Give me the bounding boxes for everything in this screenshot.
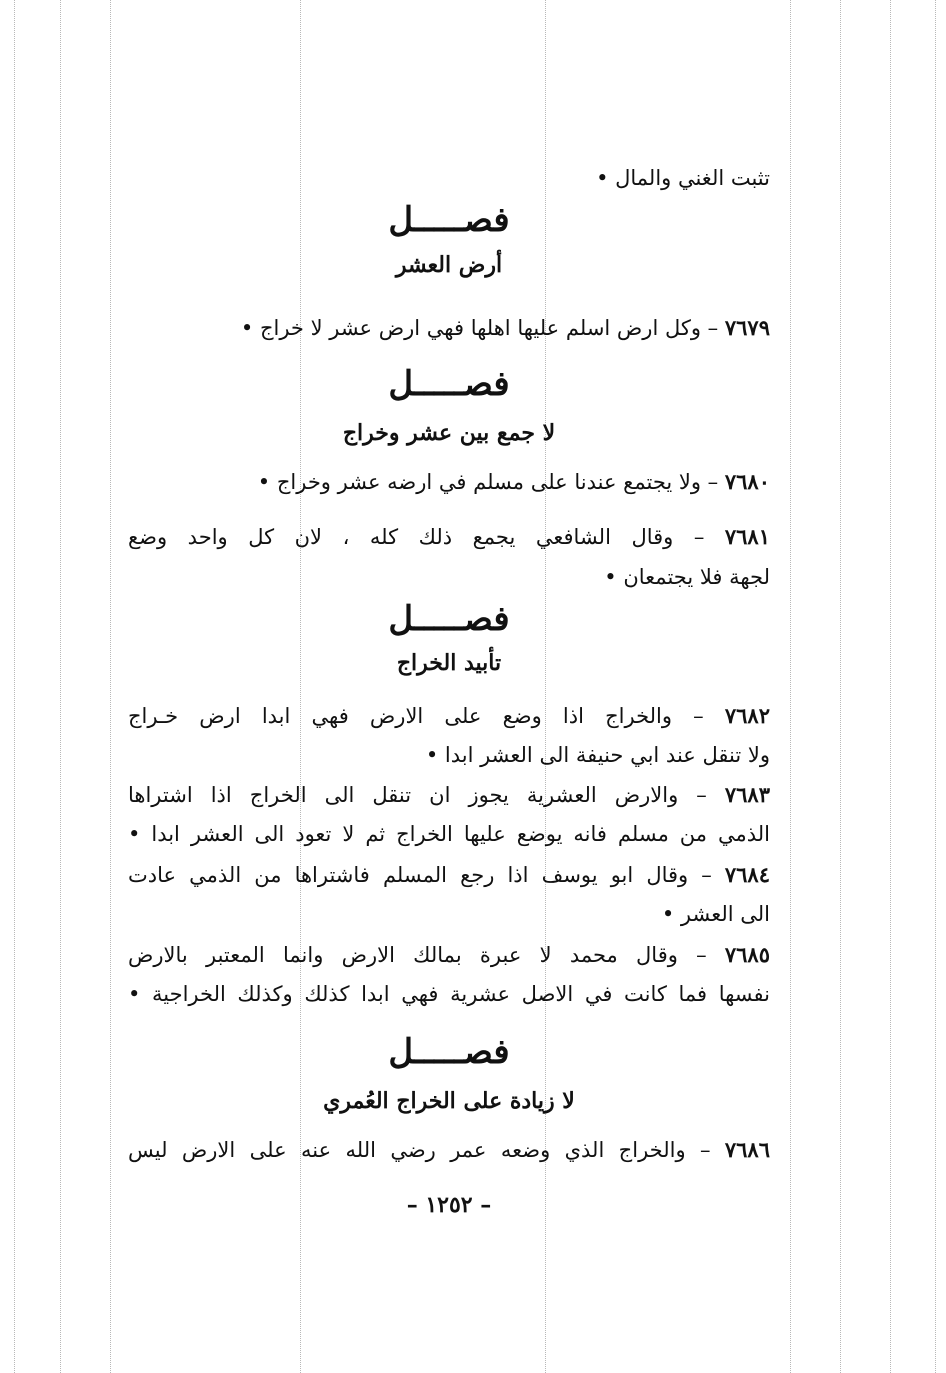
paragraph-line: ٧٦٨٦ – والخراج الذي وضعه عمر رضي الله عنه على الارض ليس [128, 1137, 770, 1162]
scan-dotted-rule [935, 0, 936, 1373]
paragraph-number: ٧٦٨٤ [724, 862, 770, 887]
scan-dotted-rule [60, 0, 61, 1373]
paragraph-number: ٧٦٨١ [724, 524, 770, 549]
paragraph-line: ٧٦٨٣ – والارض العشرية يجوز ان تنقل الى الخراج اذا اشتراها [128, 782, 770, 807]
paragraph-line: ٧٦٨٠ – ولا يجتمع عندنا على مسلم في ارضه عشر وخراج • [257, 469, 770, 494]
paragraph-number: ٧٦٨٣ [724, 782, 770, 807]
paragraph-line: نفسها فما كانت في الاصل عشرية فهي ابدا كذلك وكذلك الخراجية • [128, 982, 770, 1006]
paragraph-line: لجهة فلا يجتمعان • [604, 565, 770, 589]
paragraph-line: الذمي من مسلم فانه يوضع عليها الخراج ثم لا تعود الى العشر ابدا • [128, 822, 770, 846]
paragraph-line: ٧٦٧٩ – وكل ارض اسلم عليها اهلها فهي ارض عشر لا خراج • [240, 315, 770, 340]
section-heading: لا زيادة على الخراج العُمري [323, 1088, 575, 1114]
paragraph-number: ٧٦٨٥ [724, 942, 770, 967]
section-heading: لا جمع بين عشر وخراج [342, 420, 556, 446]
scan-dotted-rule [890, 0, 891, 1373]
paragraph-line: ٧٦٨٤ – وقال ابو يوسف اذا رجع المسلم فاشتراها من الذمي عادت [128, 862, 770, 887]
book-page [128, 0, 770, 1373]
paragraph-line: الى العشر • [661, 902, 770, 926]
scan-dotted-rule [790, 0, 791, 1373]
paragraph-line: ٧٦٨٢ – والخراج اذا وضع على الارض فهي ابدا ارض خـراج [128, 703, 770, 728]
paragraph-line: ولا تنقل عند ابي حنيفة الى العشر ابدا • [425, 743, 770, 767]
scan-dotted-rule [840, 0, 841, 1373]
section-separator: فصـــــل [388, 200, 510, 240]
paragraph-number: ٧٦٧٩ [724, 315, 770, 340]
scan-dotted-rule [14, 0, 15, 1373]
section-separator: فصـــــل [388, 599, 510, 639]
section-separator: فصـــــل [388, 364, 510, 404]
scan-dotted-rule [110, 0, 111, 1373]
section-separator: فصـــــل [388, 1032, 510, 1072]
opening-line: تثبت الغني والمال • [596, 166, 770, 190]
section-heading: أرض العشر [395, 252, 503, 278]
paragraph-number: ٧٦٨٠ [724, 469, 770, 494]
paragraph-line: ٧٦٨١ – وقال الشافعي يجمع ذلك كله ، لان كل واحد وضع [128, 524, 770, 549]
paragraph-number: ٧٦٨٢ [724, 703, 770, 728]
paragraph-line: ٧٦٨٥ – وقال محمد لا عبرة بمالك الارض وانما المعتبر بالارض [128, 942, 770, 967]
section-heading: تأبيد الخراج [396, 650, 502, 676]
page-number: – ١٢٥٢ – [406, 1192, 492, 1218]
paragraph-number: ٧٦٨٦ [724, 1137, 770, 1162]
